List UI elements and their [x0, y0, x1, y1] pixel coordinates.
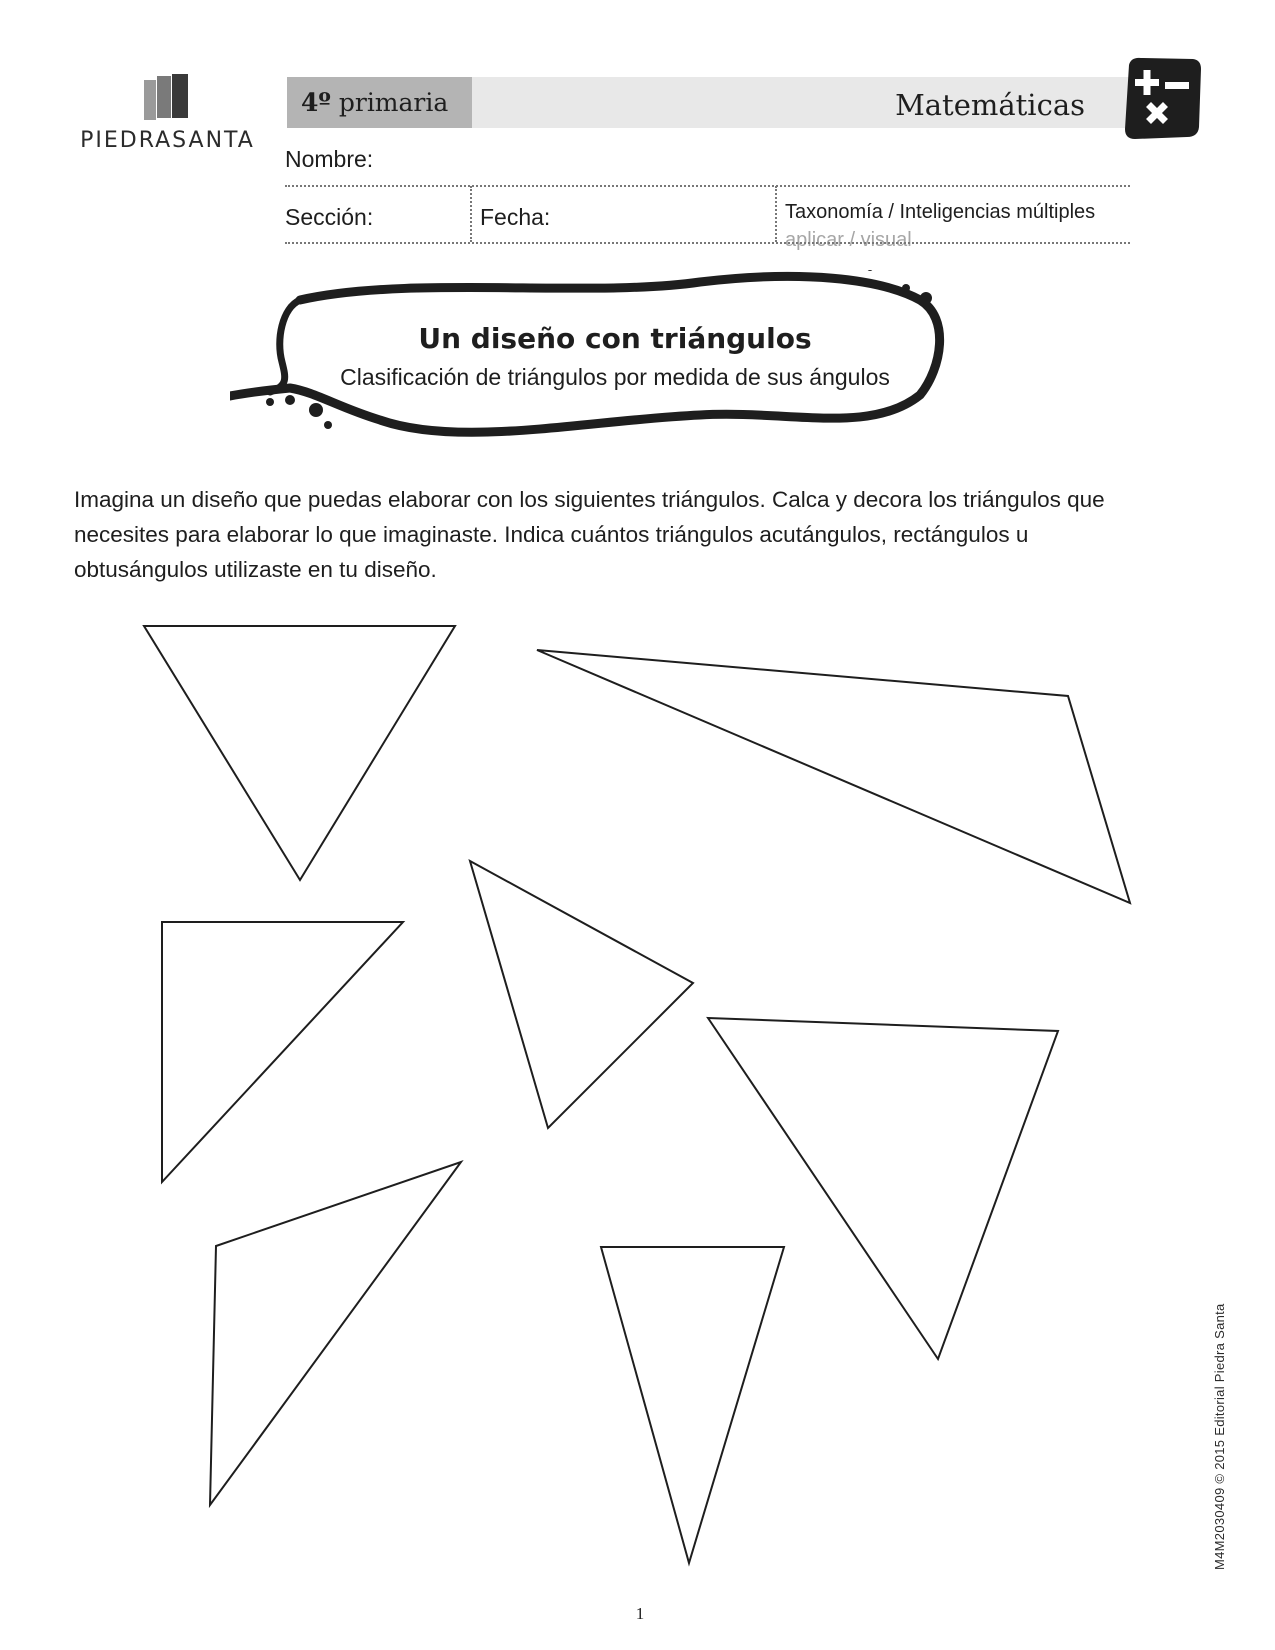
grade-number: 4º: [301, 88, 331, 117]
instructions-text: Imagina un diseño que puedas elaborar con los siguientes triángulos. Calca y decora los triángulos que necesites para elaborar lo que imaginaste. Indica cuántos triángulos acutángulos, rectángulos u obtusángulos utilizaste en tu diseño.: [74, 487, 1105, 582]
taxonomy-value: aplicar / visual: [785, 229, 912, 251]
grade-word: primaria: [338, 88, 449, 117]
triangle-isosceles-narrow: [601, 1247, 784, 1563]
copyright-credit: M4M2030409 © 2015 Editorial Piedra Santa: [1212, 1303, 1227, 1570]
triangle-obtuse-long: [537, 650, 1130, 903]
activity-subtitle: Clasificación de triángulos por medida de sus ángulos: [340, 364, 890, 390]
triangle-obtuse-left: [210, 1162, 461, 1505]
name-field-label: Nombre:: [285, 146, 374, 172]
date-field-label: Fecha:: [480, 204, 551, 230]
triangle-acute-inverted: [144, 626, 455, 880]
publisher-name: PIEDRASANTA: [80, 128, 255, 153]
taxonomy-label: Taxonomía / Inteligencias múltiples: [785, 201, 1096, 223]
triangle-acute-tilted: [470, 861, 693, 1128]
page-number: 1: [635, 1604, 645, 1623]
triangle-acute-large: [708, 1018, 1058, 1359]
activity-title: Un diseño con triángulos: [418, 322, 812, 355]
subject-title: Matemáticas: [895, 88, 1085, 122]
section-field-label: Sección:: [285, 204, 374, 230]
triangle-right: [162, 922, 403, 1182]
